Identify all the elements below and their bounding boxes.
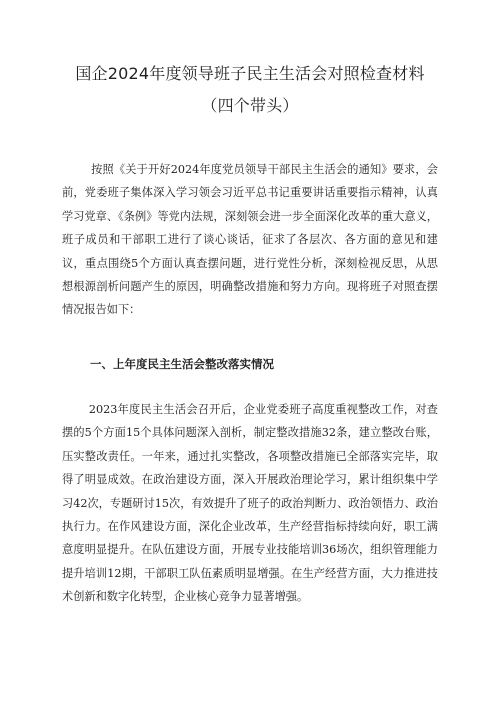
section-paragraph: 2023年度民主生活会召开后，企业党委班子高度重视整改工作，对查摆的5个方面15个具体问题深入剖析，制定整改措施32条，建立整改台账，压实整改责任。一年来，通过扎实整改，各项整改措施已全部落实完毕，取得了明显成效。在政治建设方面，深入开展政治理论学习，累计组织集中学习42次，专题研讨15次，有效提升了班子的政治判断力、政治领悟力、政治执行力。在作风建设方面，深化企业改革，生产经营指标持续向好，职工满意度明显提升。在队伍建设方面，开展专业技能培训36场次，组织管理能力提升培训12期，干部职工队伍素质明显增强。在生产经营方面，大力推进技术创新和数字化转型，企业核心竞争力显著增强。 [62,403,438,604]
document-title: 国企2024年度领导班子民主生活会对照检查材料（四个带头） [75,64,425,115]
intro-paragraph: 按照《关于开好2024年度党员领导干部民主生活会的通知》要求，会前，党委班子集体深入学习领会习近平总书记重要讲话重要指示精神，认真学习党章、《条例》等党内法规，深刻领会进一步全面深化改革的重大意义，班子成员和干部职工进行了谈心谈话，征求了各层次、各方面的意见和建议，重点围绕5个方面认真查摆问题，进行党性分析，深刻检视反思，从思想根源剖析问题产生的原因，明确整改措施和努力方向。现将班子对照查摆情况报告如下： [62,163,438,317]
section-heading: 一、上年度民主生活会整改落实情况 [90,357,274,371]
